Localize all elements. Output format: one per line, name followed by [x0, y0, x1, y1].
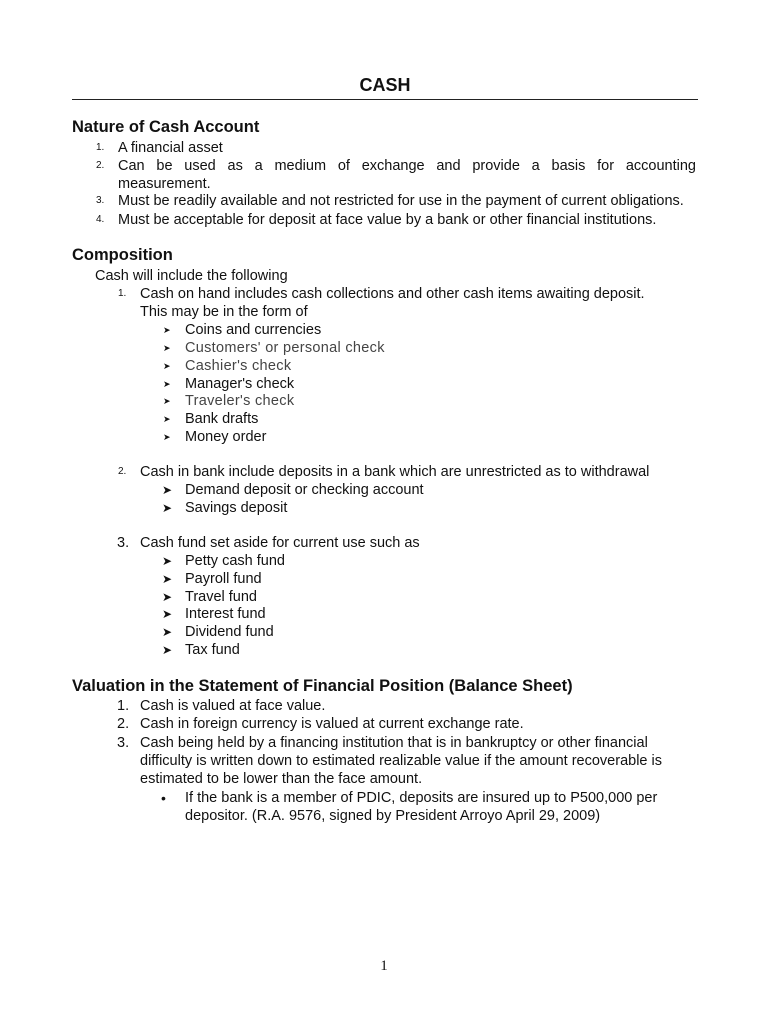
- sub-list-item: Bank drafts: [185, 411, 259, 427]
- list-number: 3.: [117, 735, 130, 751]
- arrow-bullet-icon: ➤: [163, 379, 171, 389]
- title-divider: [72, 99, 698, 100]
- arrow-bullet-icon: ➤: [163, 414, 171, 424]
- arrow-bullet-icon: ➤: [163, 325, 171, 335]
- list-number: 1.: [118, 288, 127, 299]
- sub-list-item: Demand deposit or checking account: [185, 482, 424, 498]
- page-title: CASH: [359, 75, 411, 95]
- list-item: Must be readily available and not restricted for use in the payment of current obligations.: [118, 193, 684, 209]
- sub-list-item: Dividend fund: [185, 624, 274, 640]
- list-number: 2.: [117, 716, 130, 732]
- list-item-continuation: This may be in the form of: [140, 304, 308, 320]
- sub-list-item: Coins and currencies: [185, 322, 322, 338]
- sub-list-item: Payroll fund: [185, 571, 262, 587]
- list-item-continuation: estimated to be lower than the face amount.: [140, 771, 423, 787]
- arrow-bullet-icon: ➤: [162, 643, 173, 657]
- arrow-bullet-icon: ➤: [163, 343, 171, 353]
- arrow-bullet-icon: ➤: [163, 361, 171, 371]
- sub-list-item: Tax fund: [185, 642, 240, 658]
- arrow-bullet-icon: ➤: [162, 501, 173, 515]
- page-number: 1: [380, 958, 388, 974]
- sub-list-item: Savings deposit: [185, 500, 288, 516]
- nature-heading: Nature of Cash Account: [72, 118, 260, 136]
- arrow-bullet-icon: ➤: [162, 483, 173, 497]
- arrow-bullet-icon: ➤: [163, 432, 171, 442]
- composition-heading: Composition: [72, 246, 173, 264]
- arrow-bullet-icon: ➤: [163, 396, 171, 406]
- list-number: 4.: [96, 214, 105, 225]
- list-number: 1.: [96, 142, 105, 153]
- composition-intro: Cash will include the following: [95, 268, 288, 284]
- valuation-heading: Valuation in the Statement of Financial Position (Balance Sheet): [72, 677, 573, 695]
- bullet-item-continuation: depositor. (R.A. 9576, signed by President Arroyo April 29, 2009): [185, 808, 601, 824]
- list-number: 2.: [118, 466, 127, 477]
- list-item: A financial asset: [118, 140, 223, 156]
- list-item: Cash being held by a financing institution that is in bankruptcy or other financial: [140, 735, 648, 751]
- bullet-item: If the bank is a member of PDIC, deposits are insured up to P500,000 per: [185, 790, 658, 806]
- list-number: 3.: [96, 195, 105, 206]
- sub-list-item: Traveler's check: [185, 393, 295, 409]
- arrow-bullet-icon: ➤: [162, 554, 173, 568]
- arrow-bullet-icon: ➤: [162, 590, 173, 604]
- sub-list-item: Interest fund: [185, 606, 266, 622]
- list-item-continuation: difficulty is written down to estimated realizable value if the amount recoverable is: [140, 753, 662, 769]
- arrow-bullet-icon: ➤: [162, 625, 173, 639]
- arrow-bullet-icon: ➤: [162, 607, 173, 621]
- list-number: 3.: [117, 535, 130, 551]
- list-item: Cash fund set aside for current use such as: [140, 535, 420, 551]
- sub-list-item: Money order: [185, 429, 267, 445]
- sub-list-item: Manager's check: [185, 376, 295, 392]
- list-item: Cash in bank include deposits in a bank which are unrestricted as to withdrawal: [140, 464, 650, 480]
- list-item: Cash is valued at face value.: [140, 698, 326, 714]
- sub-list-item: Petty cash fund: [185, 553, 285, 569]
- sub-list-item: Cashier's check: [185, 358, 292, 374]
- list-item: Can be used as a medium of exchange and provide a basis for accounting: [118, 158, 696, 174]
- list-number: 1.: [117, 698, 130, 714]
- arrow-bullet-icon: ➤: [162, 572, 173, 586]
- list-item: Cash in foreign currency is valued at current exchange rate.: [140, 716, 524, 732]
- list-item: Cash on hand includes cash collections and other cash items awaiting deposit.: [140, 286, 645, 302]
- list-number: 2.: [96, 160, 105, 171]
- sub-list-item: Travel fund: [185, 589, 257, 605]
- list-item-continuation: measurement.: [118, 176, 211, 192]
- dot-bullet-icon: •: [161, 790, 166, 806]
- list-item: Must be acceptable for deposit at face value by a bank or other financial institutions.: [118, 212, 657, 228]
- sub-list-item: Customers' or personal check: [185, 340, 385, 356]
